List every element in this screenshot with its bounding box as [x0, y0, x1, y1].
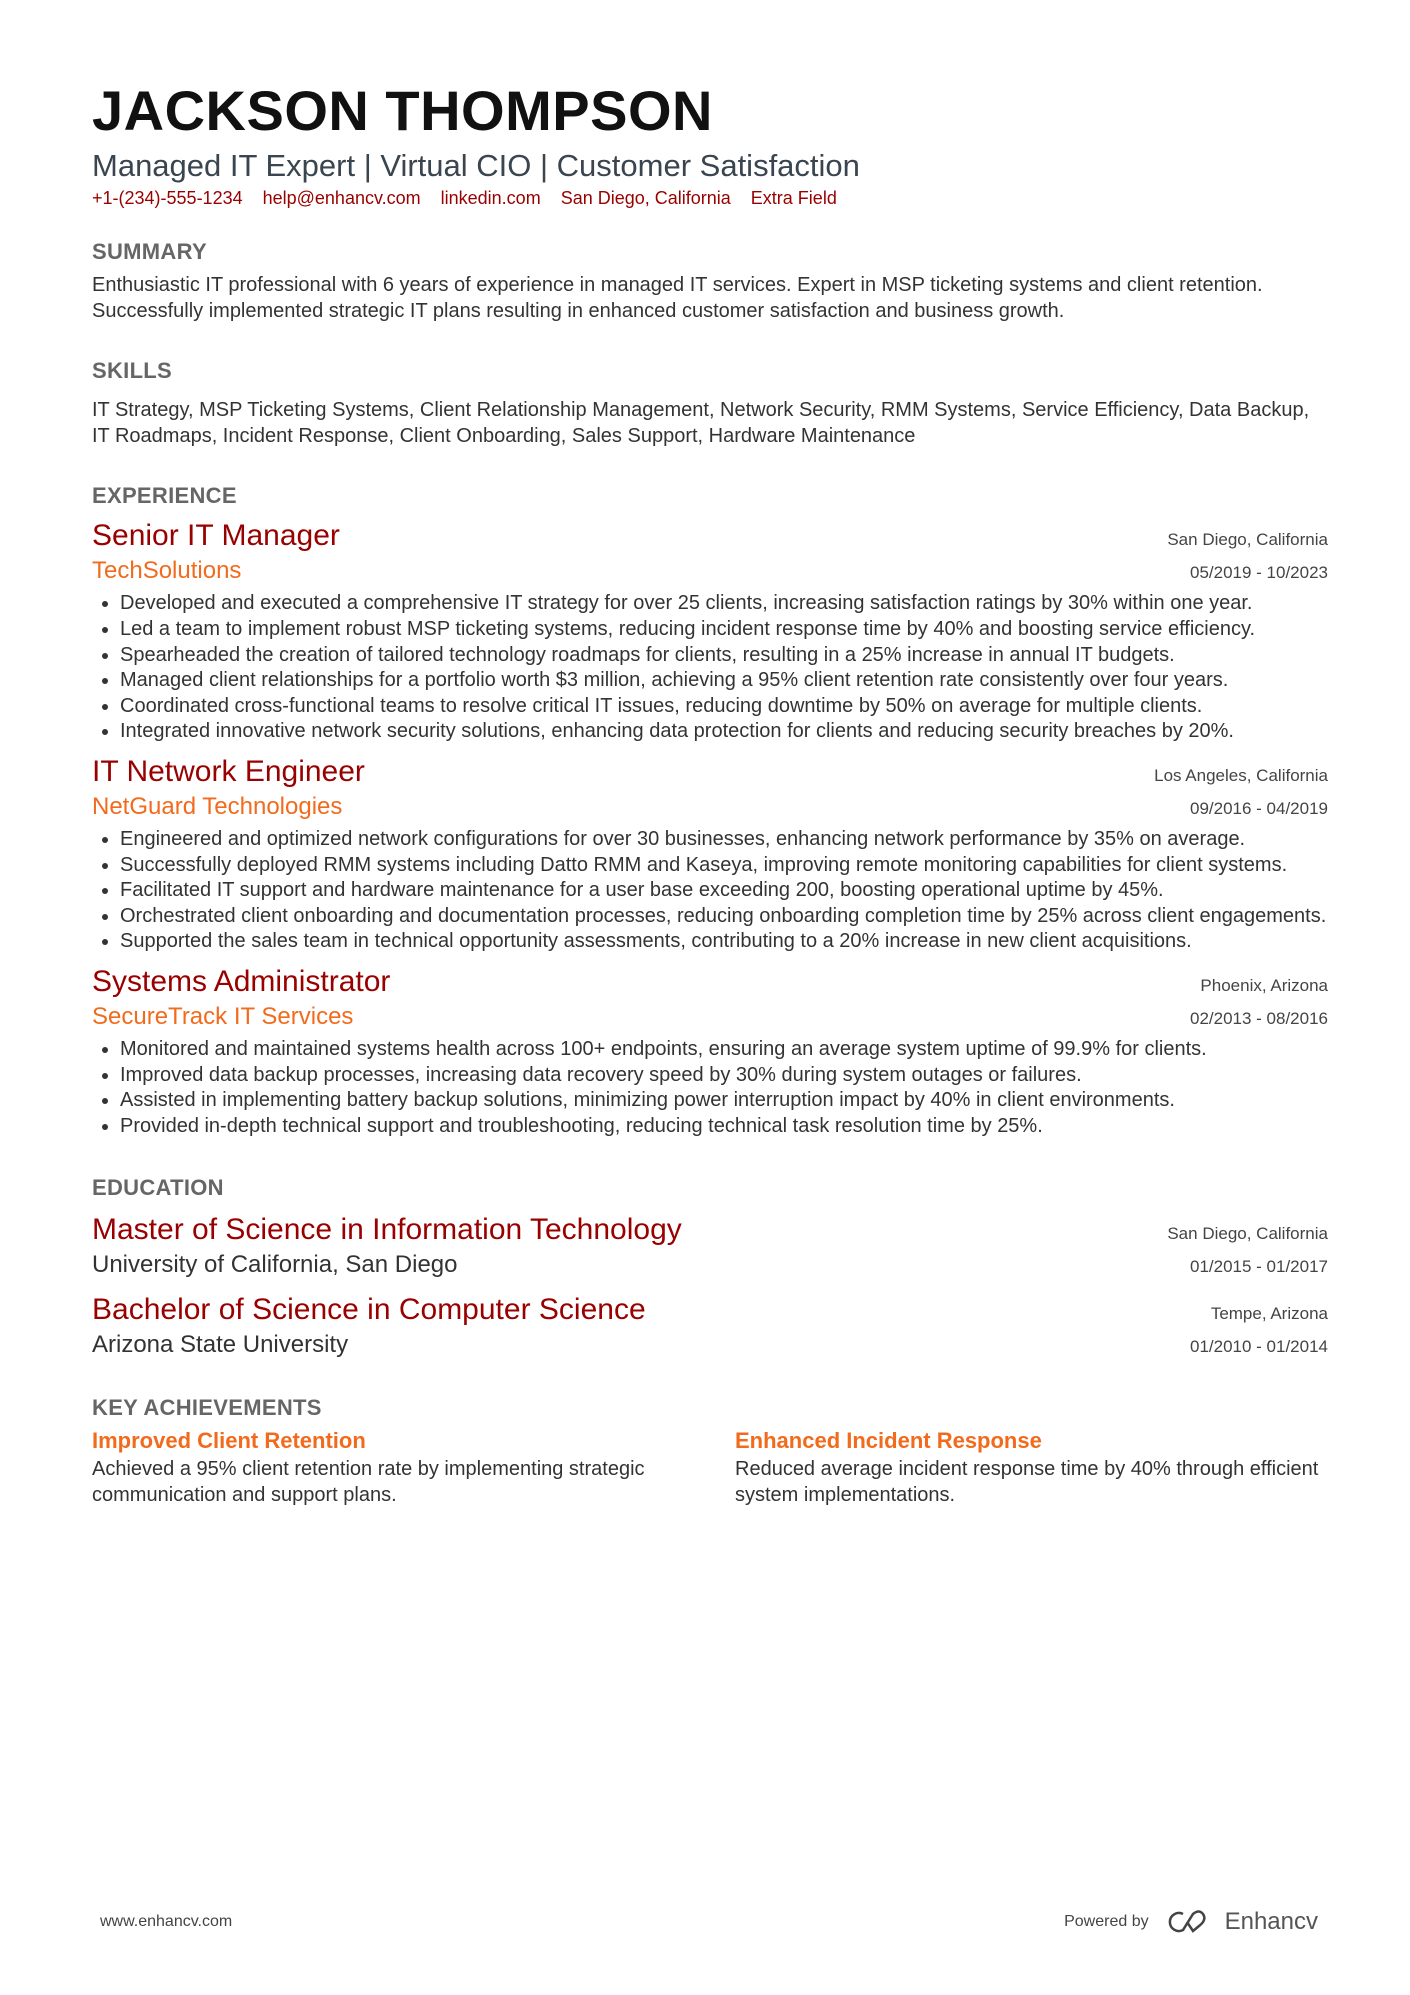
bullet-list	[92, 591, 1328, 745]
achievement-title: Improved Client Retention	[92, 1428, 366, 1454]
achievements-list	[92, 1425, 1328, 1508]
skills-heading: SKILLS	[92, 358, 173, 384]
email-link[interactable]: help@enhancv.com	[262, 188, 421, 208]
phone: +1-(234)-555-1234	[92, 188, 243, 208]
experience-item	[92, 963, 1328, 1139]
candidate-name: JACKSON THOMPSON	[92, 79, 713, 142]
powered-by-label: Powered by	[1064, 1913, 1149, 1930]
education-item	[92, 1291, 1328, 1361]
education-heading: EDUCATION	[92, 1175, 224, 1201]
bullet-list	[92, 827, 1328, 955]
achievement-title: Enhanced Incident Response	[735, 1428, 1042, 1454]
education-dates: 01/2010 - 01/2014	[1189, 1337, 1328, 1357]
experience-item	[92, 517, 1328, 745]
company-name: TechSolutions	[92, 557, 242, 585]
bullet-item: • Improved data backup processes, increasing data recovery speed by 30% during system outages or failures.	[120, 1063, 1328, 1089]
achievement-item	[735, 1425, 1328, 1508]
footer	[100, 1908, 1318, 1936]
experience-heading: EXPERIENCE	[92, 483, 237, 509]
bullet-item: • Coordinated cross-functional teams to resolve critical IT issues, reducing downtime by 50% on average for multiple clients.	[120, 694, 1328, 720]
job-title: IT Network Engineer	[92, 754, 365, 788]
bullet-item: • Facilitated IT support and hardware maintenance for a user base exceeding 200, boosting operational uptime by 45%.	[120, 878, 1328, 904]
experience-list	[92, 517, 1328, 1139]
education-item	[92, 1211, 1328, 1281]
education-dates: 01/2015 - 01/2017	[1189, 1257, 1328, 1277]
school-name: Arizona State University	[92, 1331, 349, 1359]
experience-row	[92, 963, 1328, 1001]
experience-row	[92, 791, 1328, 823]
bullet-item: • Engineered and optimized network configurations for over 30 businesses, enhancing network performance by 35% on average.	[120, 827, 1328, 853]
degree: Master of Science in Information Technology	[92, 1213, 682, 1247]
job-location: Phoenix, Arizona	[1200, 975, 1328, 995]
bullet-item: • Led a team to implement robust MSP ticketing systems, reducing incident response time by 40% and boosting service efficiency.	[120, 617, 1328, 643]
education-row	[92, 1211, 1328, 1249]
bullet-item: • Developed and executed a comprehensive IT strategy for over 25 clients, increasing satisfaction ratings by 30% within one year.	[120, 591, 1328, 617]
bullet-item: • Managed client relationships for a portfolio worth $3 million, achieving a 95% client retention rate consistently over four years.	[120, 668, 1328, 694]
education-row	[92, 1249, 1328, 1281]
experience-row	[92, 753, 1328, 791]
bullet-list	[92, 1037, 1328, 1139]
education-location: San Diego, California	[1167, 1224, 1328, 1244]
education-row	[92, 1291, 1328, 1329]
bullet-item: • Integrated innovative network security solutions, enhancing data protection for clients and reducing security breaches by 20%.	[120, 719, 1328, 745]
bullet-item: • Successfully deployed RMM systems including Datto RMM and Kaseya, improving remote monitoring capabilities for client systems.	[120, 853, 1328, 879]
powered-by	[1064, 1908, 1318, 1936]
education-location: Tempe, Arizona	[1210, 1304, 1328, 1324]
experience-item	[92, 753, 1328, 955]
bullet-item: • Orchestrated client onboarding and documentation processes, reducing onboarding completion time by 25% across client engagements.	[120, 904, 1328, 930]
bullet-item: • Assisted in implementing battery backup solutions, minimizing power interruption impact by 40% in client environments.	[120, 1088, 1328, 1114]
achievements-heading: KEY ACHIEVEMENTS	[92, 1395, 322, 1421]
contact-list	[92, 188, 1328, 209]
education-row	[92, 1329, 1328, 1361]
experience-row	[92, 555, 1328, 587]
headline: Managed IT Expert | Virtual CIO | Customer Satisfaction	[92, 148, 860, 183]
brand-name: Enhancv	[1224, 1908, 1318, 1935]
website-link[interactable]: www.enhancv.com	[100, 1913, 233, 1930]
bullet-item: • Provided in-depth technical support and troubleshooting, reducing technical task resolution time by 25%.	[120, 1114, 1328, 1140]
achievement-text: Reduced average incident response time by 40% through efficient system implementations.	[735, 1458, 1319, 1506]
enhancv-logo-icon	[1163, 1909, 1211, 1935]
resume	[92, 78, 1328, 1508]
summary-heading: SUMMARY	[92, 239, 207, 264]
linkedin-link[interactable]: linkedin.com	[440, 188, 541, 208]
achievement-item	[92, 1425, 685, 1508]
company-name: NetGuard Technologies	[92, 792, 343, 820]
bullet-item: • Monitored and maintained systems health across 100+ endpoints, ensuring an average system uptime of 99.9% for clients.	[120, 1037, 1328, 1063]
job-title: Systems Administrator	[92, 964, 391, 998]
school-name: University of California, San Diego	[92, 1251, 458, 1279]
education-list	[92, 1211, 1328, 1361]
company-name: SecureTrack IT Services	[92, 1002, 354, 1030]
job-dates: 02/2013 - 08/2016	[1189, 1008, 1328, 1028]
experience-row	[92, 1001, 1328, 1033]
degree: Bachelor of Science in Computer Science	[92, 1293, 646, 1327]
skills-text: IT Strategy, MSP Ticketing Systems, Client Relationship Management, Network Security, RMM Systems, Service Efficiency, Data Backup, IT Roadmaps, Incident Response, Client Onboarding, Sales Support, Hardware Maintenance	[92, 399, 1310, 447]
bullet-item: • Spearheaded the creation of tailored technology roadmaps for clients, resulting in a 25% increase in annual IT budgets.	[120, 643, 1328, 669]
job-dates: 05/2019 - 10/2023	[1189, 563, 1328, 583]
job-location: San Diego, California	[1167, 530, 1328, 550]
extra-field: Extra Field	[750, 188, 837, 208]
experience-row	[92, 517, 1328, 555]
job-dates: 09/2016 - 04/2019	[1189, 798, 1328, 818]
summary-text: Enthusiastic IT professional with 6 years of experience in managed IT services. Expert in MSP ticketing systems and client retention. Successfully implemented strategic IT plans resulting in enhanced customer satisfaction and business growth.	[92, 274, 1263, 322]
bullet-item: • Supported the sales team in technical opportunity assessments, contributing to a 20% increase in new client acquisitions.	[120, 929, 1328, 955]
location: San Diego, California	[560, 188, 731, 208]
job-title: Senior IT Manager	[92, 519, 340, 553]
job-location: Los Angeles, California	[1154, 765, 1328, 785]
achievement-text: Achieved a 95% client retention rate by implementing strategic communication and support plans.	[92, 1458, 645, 1506]
